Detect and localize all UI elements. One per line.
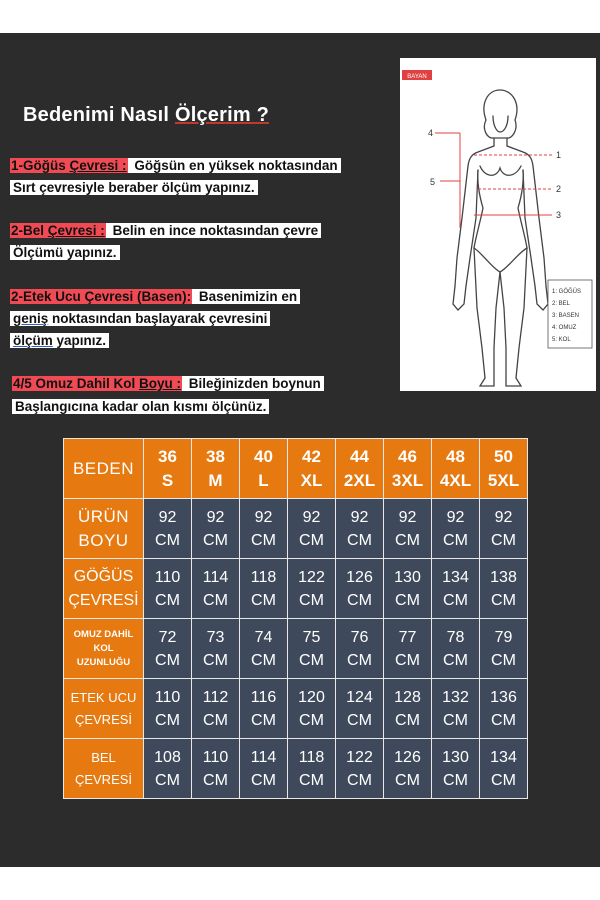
table-cell	[144, 679, 192, 739]
marker-1: 1	[556, 150, 562, 160]
cell-unit: CM	[299, 531, 324, 549]
size-number: 44	[350, 446, 369, 466]
cell-unit: CM	[491, 771, 516, 789]
cell-unit: CM	[347, 651, 372, 669]
legend-item-3: 3: BASEN	[552, 313, 580, 319]
cell-value: 136	[490, 688, 517, 706]
cell-value: 120	[298, 688, 325, 706]
cell-value: 92	[158, 508, 177, 526]
cell-unit: CM	[155, 531, 180, 549]
size-number: 40	[254, 446, 273, 466]
cell-value: 126	[394, 748, 421, 766]
cell-value: 92	[398, 508, 417, 526]
row-label-etek-ucu-cevresi	[64, 679, 144, 739]
instruction-3-text: Basenimizin en	[192, 289, 300, 304]
cell-value: 74	[254, 628, 273, 646]
table-cell	[144, 499, 192, 559]
cell-value: 76	[350, 628, 369, 646]
cell-value: 92	[206, 508, 225, 526]
instruction-3-text-2-rest: noktasından başlayarak çevresini	[48, 311, 268, 326]
table-cell	[192, 559, 240, 619]
instruction-3-underlined-word-2: ölçüm	[13, 333, 53, 348]
table-row	[64, 619, 528, 679]
cell-value: 73	[206, 628, 225, 646]
size-code: 4XL	[439, 470, 472, 490]
cell-unit: CM	[347, 771, 372, 789]
instruction-4-text-2: Başlangıcına kadar olan kısmı ölçünüz.	[12, 399, 269, 414]
instruction-2-text-2: Ölçümü yapınız.	[10, 245, 120, 260]
table-cell	[384, 559, 432, 619]
size-code: S	[161, 470, 174, 490]
cell-unit: CM	[395, 711, 420, 729]
instruction-1-label-under: Çevresi :	[69, 158, 127, 173]
table-cell	[192, 679, 240, 739]
cell-value: 134	[490, 748, 517, 766]
cell-unit: CM	[203, 711, 228, 729]
instruction-3-line-2	[10, 309, 270, 329]
instruction-2-label-under: Çevresi :	[47, 223, 105, 238]
size-number: 38	[206, 446, 225, 466]
instruction-1-text-2: Sırt çevresiyle beraber ölçüm yapınız.	[10, 180, 258, 195]
table-cell	[384, 499, 432, 559]
table-cell	[240, 499, 288, 559]
size-header	[336, 439, 384, 499]
size-code: M	[208, 470, 223, 490]
cell-unit: CM	[299, 771, 324, 789]
cell-value: 110	[202, 748, 229, 766]
table-cell	[288, 619, 336, 679]
cell-value: 114	[250, 748, 277, 766]
row-label-line: BEL	[91, 749, 116, 765]
size-header	[432, 439, 480, 499]
cell-value: 92	[302, 508, 321, 526]
size-code: 2XL	[343, 470, 376, 490]
legend-item-4: 4: OMUZ	[552, 325, 577, 331]
cell-value: 77	[398, 628, 417, 646]
size-number: 42	[302, 446, 321, 466]
table-cell	[384, 619, 432, 679]
cell-value: 92	[446, 508, 465, 526]
cell-value: 124	[346, 688, 373, 706]
table-row	[64, 499, 528, 559]
table-row	[64, 739, 528, 799]
table-cell	[480, 619, 528, 679]
table-header-row	[64, 439, 528, 499]
table-cell	[288, 499, 336, 559]
cell-unit: CM	[155, 651, 180, 669]
size-header	[384, 439, 432, 499]
row-label-line: ETEK UCU	[70, 689, 137, 705]
table-cell	[336, 619, 384, 679]
cell-value: 108	[154, 748, 181, 766]
table-cell	[192, 739, 240, 799]
size-header	[240, 439, 288, 499]
size-header	[288, 439, 336, 499]
cell-value: 128	[394, 688, 421, 706]
instruction-1-label	[10, 158, 128, 173]
size-number: 46	[398, 446, 417, 466]
table-cell	[144, 619, 192, 679]
size-code: L	[258, 470, 269, 490]
table-cell	[192, 499, 240, 559]
cell-unit: CM	[443, 531, 468, 549]
instruction-1-text: Göğsün en yüksek noktasından	[128, 158, 341, 173]
cell-value: 110	[154, 688, 181, 706]
cell-unit: CM	[395, 771, 420, 789]
row-label-gogus-cevresi	[64, 559, 144, 619]
instruction-4-label-under: Boyu :	[139, 376, 182, 391]
cell-unit: CM	[395, 591, 420, 609]
body-measurement-figure	[400, 58, 596, 391]
cell-unit: CM	[491, 591, 516, 609]
cell-value: 112	[202, 688, 229, 706]
table-cell	[480, 679, 528, 739]
instruction-2-label	[10, 223, 106, 238]
cell-value: 92	[350, 508, 369, 526]
cell-value: 75	[302, 628, 321, 646]
cell-unit: CM	[347, 711, 372, 729]
instruction-3-text-3	[10, 333, 109, 348]
cell-unit: CM	[395, 651, 420, 669]
cell-unit: CM	[347, 591, 372, 609]
instruction-3-underlined-word: geniş	[13, 311, 49, 326]
row-label-omuz-dahil-kol-uzunlugu	[64, 619, 144, 679]
cell-unit: CM	[491, 531, 516, 549]
instruction-2-text: Belin en ince noktasından çevre	[106, 223, 321, 238]
cell-unit: CM	[251, 711, 276, 729]
instruction-1-label-num: 1-Göğüs	[11, 158, 70, 173]
table-cell	[240, 619, 288, 679]
cell-value: 72	[158, 628, 177, 646]
marker-4: 4	[428, 128, 434, 138]
instruction-4-text: Bileğinizden boynun	[182, 376, 324, 391]
marker-5: 5	[430, 177, 436, 187]
cell-unit: CM	[203, 771, 228, 789]
table-cell	[432, 559, 480, 619]
instruction-3-text-3-rest: yapınız.	[52, 333, 107, 348]
cell-value: 78	[446, 628, 465, 646]
body-outline-illustration	[400, 58, 596, 391]
table-cell	[432, 739, 480, 799]
cell-value: 110	[154, 568, 181, 586]
cell-unit: CM	[155, 591, 180, 609]
instruction-3-label: 2-Etek Ucu Çevresi (Basen):	[11, 289, 192, 304]
cell-unit: CM	[155, 711, 180, 729]
table-cell	[336, 499, 384, 559]
row-label-line: ÇEVRESİ	[68, 591, 139, 609]
cell-value: 138	[490, 568, 517, 586]
size-chart-table	[63, 438, 528, 799]
cell-unit: CM	[443, 711, 468, 729]
instruction-3-line-1	[10, 287, 300, 307]
size-number: 50	[494, 446, 513, 466]
instruction-4-label-num: 4/5 Omuz Dahil Kol	[13, 376, 140, 391]
row-label-line: ÜRÜN	[77, 506, 130, 526]
cell-unit: CM	[203, 591, 228, 609]
cell-value: 116	[250, 688, 277, 706]
size-code: 3XL	[391, 470, 424, 490]
size-header	[144, 439, 192, 499]
cell-unit: CM	[443, 591, 468, 609]
legend-item-5: 5: KOL	[552, 337, 571, 343]
table-cell	[288, 739, 336, 799]
instruction-4-label	[12, 376, 182, 391]
body-silhouette	[453, 90, 548, 386]
size-code: XL	[300, 470, 323, 490]
table-cell	[336, 739, 384, 799]
cell-unit: CM	[203, 531, 228, 549]
table-cell	[288, 679, 336, 739]
table-cell	[384, 679, 432, 739]
instruction-2-line-1	[10, 221, 321, 241]
cell-unit: CM	[203, 651, 228, 669]
row-label-line: BOYU	[78, 530, 129, 550]
legend-item-2: 2: BEL	[552, 301, 571, 307]
row-label-line: OMUZ DAHİL	[73, 628, 134, 640]
table-cell	[144, 739, 192, 799]
table-cell	[336, 679, 384, 739]
table-cell	[288, 559, 336, 619]
instruction-3-line-3	[10, 331, 109, 351]
cell-value: 132	[442, 688, 469, 706]
cell-value: 122	[346, 748, 373, 766]
cell-value: 122	[298, 568, 325, 586]
cell-unit: CM	[443, 651, 468, 669]
cell-unit: CM	[251, 771, 276, 789]
cell-unit: CM	[155, 771, 180, 789]
size-number: 36	[158, 446, 177, 466]
row-label-urun-boyu	[64, 499, 144, 559]
cell-unit: CM	[443, 771, 468, 789]
table-cell	[480, 559, 528, 619]
table-row	[64, 679, 528, 739]
size-header	[480, 439, 528, 499]
table-cell	[240, 679, 288, 739]
table-cell	[240, 559, 288, 619]
cell-value: 126	[346, 568, 373, 586]
table-cell	[384, 739, 432, 799]
table-cell	[240, 739, 288, 799]
size-number: 48	[446, 446, 465, 466]
marker-2: 2	[556, 184, 562, 194]
cell-value: 134	[442, 568, 469, 586]
cell-unit: CM	[251, 531, 276, 549]
table-cell	[432, 499, 480, 559]
title-prefix: Bedenimi Nasıl	[23, 104, 175, 126]
cell-unit: CM	[299, 711, 324, 729]
instruction-4-line-1	[12, 374, 324, 394]
table-cell	[432, 619, 480, 679]
instruction-1-line-2	[10, 178, 258, 198]
row-label-line: ÇEVRESİ	[74, 771, 133, 787]
row-label-line: UZUNLUĞU	[76, 656, 131, 668]
size-code: 5XL	[487, 470, 520, 490]
table-cell	[480, 499, 528, 559]
instruction-2-line-2	[10, 243, 120, 263]
table-cell	[144, 559, 192, 619]
row-label-line: KOL	[93, 642, 114, 654]
instruction-3-text-2	[10, 311, 270, 326]
cell-unit: CM	[251, 591, 276, 609]
marker-3: 3	[556, 210, 562, 220]
cell-value: 118	[298, 748, 325, 766]
cell-value: 92	[254, 508, 273, 526]
cell-unit: CM	[299, 651, 324, 669]
cell-value: 79	[494, 628, 513, 646]
cell-value: 130	[394, 568, 421, 586]
cell-value: 92	[494, 508, 513, 526]
size-header	[192, 439, 240, 499]
cell-value: 118	[250, 568, 277, 586]
cell-unit: CM	[491, 711, 516, 729]
instruction-2-label-num: 2-Bel	[11, 223, 48, 238]
cell-unit: CM	[491, 651, 516, 669]
table-cell	[480, 739, 528, 799]
row-label-bel-cevresi	[64, 739, 144, 799]
page-title	[23, 104, 269, 127]
header-label: BEDEN	[64, 439, 144, 499]
table-row	[64, 559, 528, 619]
cell-unit: CM	[395, 531, 420, 549]
row-label-line: ÇEVRESİ	[74, 711, 133, 727]
instruction-1-line-1	[10, 156, 341, 176]
cell-unit: CM	[299, 591, 324, 609]
row-label-line: GÖĞÜS	[73, 567, 134, 585]
table-cell	[432, 679, 480, 739]
cell-unit: CM	[347, 531, 372, 549]
table-cell	[192, 619, 240, 679]
table-cell	[336, 559, 384, 619]
legend-item-1: 1: GÖĞÜS	[552, 289, 582, 295]
title-underlined: Ölçerim ?	[174, 104, 269, 126]
cell-value: 114	[202, 568, 229, 586]
instruction-4-line-2	[12, 397, 269, 417]
cell-unit: CM	[251, 651, 276, 669]
figure-tag: BAYAN	[407, 74, 427, 80]
cell-value: 130	[442, 748, 469, 766]
